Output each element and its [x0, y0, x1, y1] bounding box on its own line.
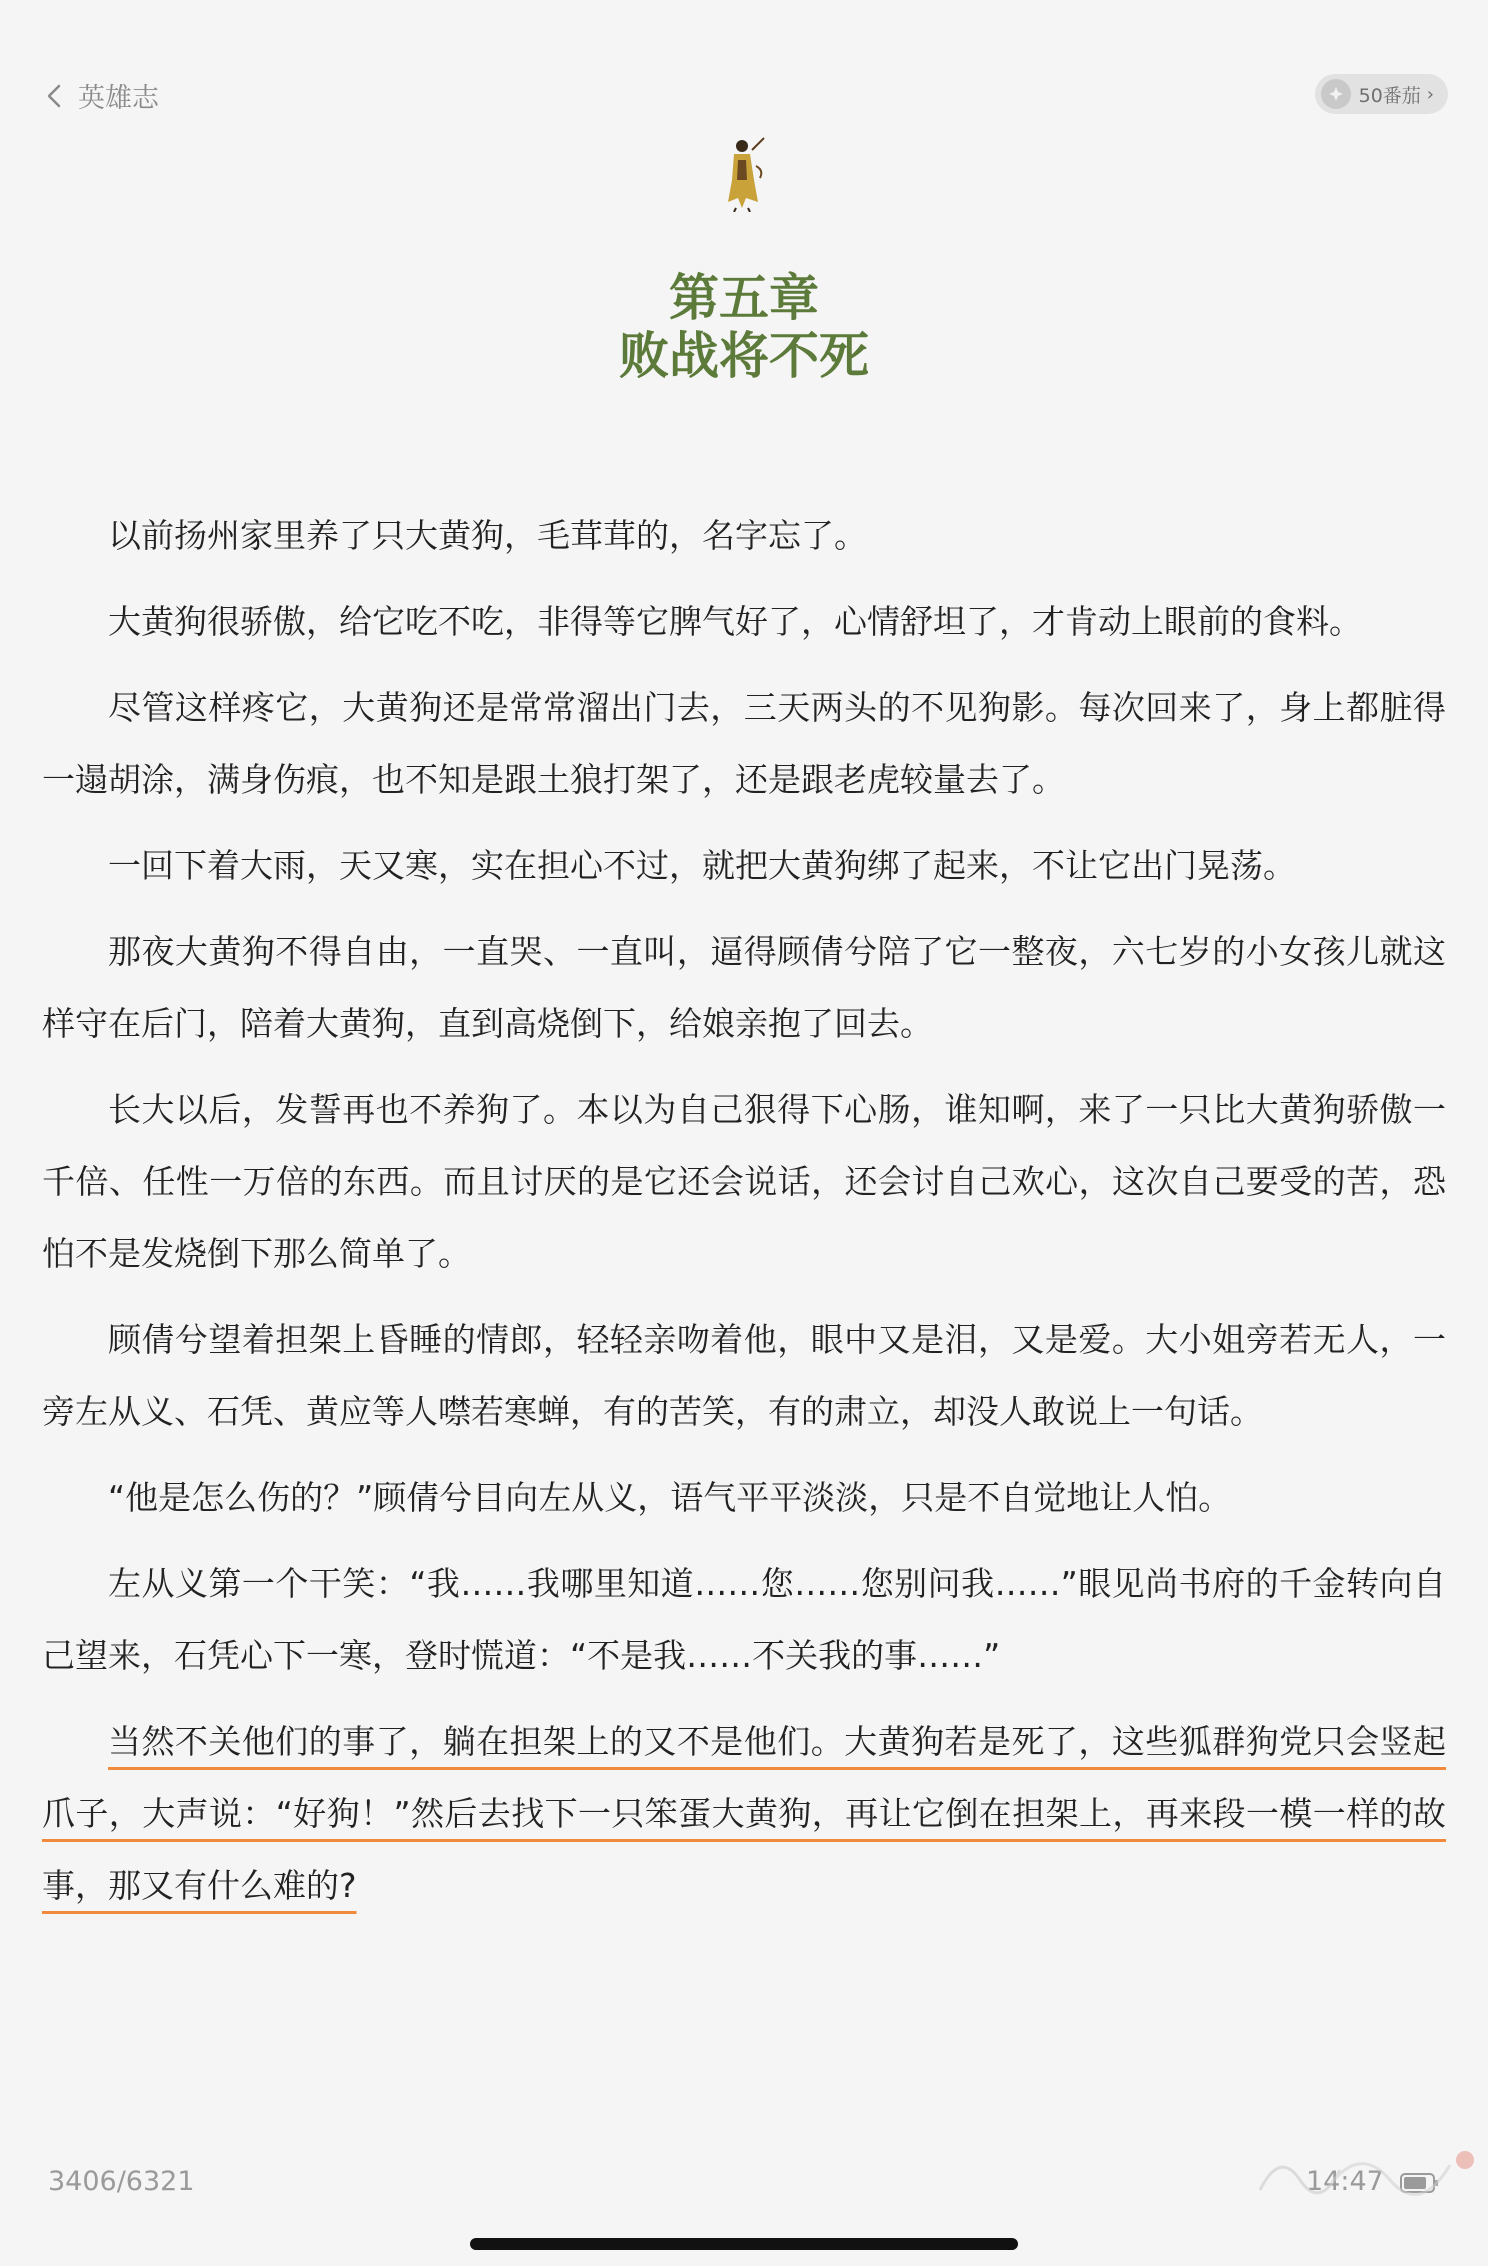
chapter-title: 败战将不死 [619, 327, 869, 385]
reading-progress: 3406/6321 [48, 2166, 195, 2197]
paragraph: 左从义第一个干笑：“我……我哪里知道……您……您别问我……”眼见尚书府的千金转向自己望来，石凭心下一寒，登时慌道：“不是我……不关我的事……” [42, 1564, 1446, 1675]
paragraph: 顾倩兮望着担架上昏睡的情郎，轻轻亲吻着他，眼中又是泪，又是爱。大小姐旁若无人，一旁左从义、石凭、黄应等人噤若寒蝉，有的苦笑，有的肃立，却没人敢说上一句话。 [42, 1320, 1446, 1431]
paragraph: 那夜大黄狗不得自由，一直哭、一直叫，逼得顾倩兮陪了它一整夜，六七岁的小女孩儿就这样守在后门，陪着大黄狗，直到高烧倒下，给娘亲抱了回去。 [42, 932, 1446, 1043]
watermark-icon [1250, 2140, 1480, 2210]
coin-icon [1321, 79, 1351, 109]
coin-balance-button[interactable] [1315, 74, 1448, 114]
paragraph: “他是怎么伤的？”顾倩兮目向左从义，语气平平淡淡，只是不自觉地让人怕。 [108, 1478, 1232, 1517]
warrior-illustration-icon [720, 136, 768, 212]
chevron-right-icon: › [1426, 83, 1434, 105]
paragraph: 一回下着大雨，天又寒，实在担心不过，就把大黄狗绑了起来，不让它出门晃荡。 [108, 846, 1296, 885]
paragraph: 以前扬州家里养了只大黄狗，毛茸茸的，名字忘了。 [108, 516, 867, 555]
coin-label: 50番茄 [1358, 84, 1421, 107]
clock: 14:47 [1306, 2166, 1384, 2197]
home-indicator[interactable] [470, 2238, 1018, 2250]
paragraph: 长大以后，发誓再也不养狗了。本以为自己狠得下心肠，谁知啊，来了一只比大黄狗骄傲一千倍、任性一万倍的东西。而且讨厌的是它还会说话，还会讨自己欢心，这次自己要受的苦，恐怕不是发烧倒下那么简单了。 [42, 1090, 1446, 1273]
chapter-number: 第五章 [669, 269, 819, 327]
book-title: 英雄志 [78, 83, 159, 114]
back-button[interactable] [44, 76, 159, 115]
highlighted-paragraph[interactable] [42, 1706, 1446, 1922]
chapter-body [42, 500, 1446, 1936]
highlighted-text[interactable]: 当然不关他们的事了，躺在担架上的又不是他们。大黄狗若是死了，这些狐群狗党只会竖起爪子，大声说：“好狗！”然后去找下一只笨蛋大黄狗，再让它倒在担架上，再来段一模一样的故事，那又有什么难的? [42, 1722, 1446, 1905]
chevron-left-icon [44, 83, 66, 109]
paragraph: 尽管这样疼它，大黄狗还是常常溜出门去，三天两头的不见狗影。每次回来了，身上都脏得一遢胡涂，满身伤痕，也不知是跟土狼打架了，还是跟老虎较量去了。 [42, 688, 1446, 799]
paragraph: 大黄狗很骄傲，给它吃不吃，非得等它脾气好了，心情舒坦了，才肯动上眼前的食料。 [108, 602, 1362, 641]
